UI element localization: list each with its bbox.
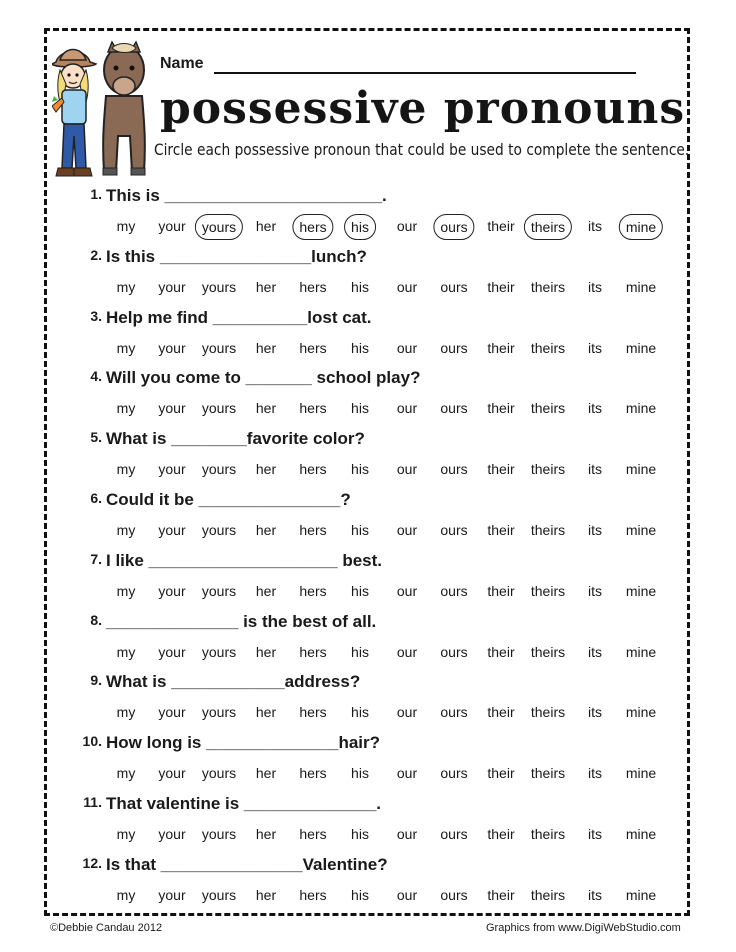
pronoun-choice-yours[interactable]: yours <box>201 886 237 903</box>
pronoun-choice-my[interactable]: my <box>116 461 136 478</box>
pronoun-choice-hers[interactable]: hers <box>299 704 327 721</box>
pronoun-choice-ours[interactable]: ours <box>440 886 468 903</box>
item-number: 7. <box>90 550 102 567</box>
pronoun-choice-theirs[interactable]: theirs <box>530 278 566 295</box>
pronoun-choice-hers[interactable]: hers <box>299 582 327 599</box>
exercise-item <box>72 490 672 550</box>
pronoun-choice-ours[interactable]: ours <box>433 214 474 240</box>
pronoun-choice-theirs[interactable]: theirs <box>530 886 566 903</box>
pronoun-choice-hers[interactable]: hers <box>299 339 327 356</box>
pronoun-choice-theirs[interactable]: theirs <box>530 400 566 417</box>
pronoun-choice-mine[interactable]: mine <box>625 400 657 417</box>
pronoun-choice-theirs[interactable]: theirs <box>524 214 572 240</box>
pronoun-choice-his[interactable]: his <box>351 582 369 599</box>
pronoun-choice-our[interactable]: our <box>396 704 418 721</box>
pronoun-choice-its[interactable]: its <box>588 765 602 782</box>
pronoun-choices <box>72 457 672 483</box>
pronoun-choice-his[interactable]: his <box>351 826 369 842</box>
exercise-item <box>72 551 672 611</box>
pronoun-choice-my[interactable]: my <box>116 826 136 842</box>
pronoun-choice-mine[interactable]: mine <box>625 643 657 660</box>
pronoun-choice-her[interactable]: her <box>255 582 277 599</box>
pronoun-choice-mine[interactable]: mine <box>625 765 657 782</box>
pronoun-choice-mine[interactable]: mine <box>625 522 657 538</box>
exercise-item <box>72 429 672 489</box>
pronoun-choice-my[interactable]: my <box>116 218 136 234</box>
item-sentence: What is ________favorite color? <box>106 429 365 449</box>
pronoun-choice-his[interactable]: his <box>351 400 369 417</box>
exercise-item <box>72 672 672 732</box>
pronoun-choice-my[interactable]: my <box>116 339 136 356</box>
pronoun-choice-mine[interactable]: mine <box>619 214 663 240</box>
pronoun-choice-our[interactable]: our <box>396 886 418 903</box>
item-sentence: Could it be _______________? <box>106 490 351 509</box>
graphics-credit-footer: Graphics from www.DigiWebStudio.com <box>486 922 681 934</box>
pronoun-choice-yours[interactable]: yours <box>201 522 237 538</box>
worksheet-title: possessive pronouns <box>160 83 686 134</box>
pronoun-choice-yours[interactable]: yours <box>201 339 237 356</box>
pronoun-choice-his[interactable]: his <box>351 886 369 903</box>
pronoun-choice-theirs[interactable]: theirs <box>530 643 566 660</box>
pronoun-choices <box>72 396 672 422</box>
pronoun-choice-ours[interactable]: ours <box>440 522 468 538</box>
pronoun-choice-theirs[interactable]: theirs <box>530 522 566 538</box>
pronoun-choices <box>72 579 672 605</box>
pronoun-choice-his[interactable]: his <box>351 704 369 721</box>
pronoun-choice-mine[interactable]: mine <box>625 278 657 295</box>
pronoun-choice-our[interactable]: our <box>396 339 418 356</box>
pronoun-choice-ours[interactable]: ours <box>440 582 468 599</box>
pronoun-choice-yours[interactable]: yours <box>201 643 237 660</box>
pronoun-choice-theirs[interactable]: theirs <box>530 765 566 782</box>
pronoun-choice-her[interactable]: her <box>255 278 277 295</box>
item-number: 4. <box>90 368 102 385</box>
pronoun-choice-my[interactable]: my <box>116 765 136 782</box>
name-field <box>160 52 640 76</box>
pronoun-choice-mine[interactable]: mine <box>625 704 657 721</box>
pronoun-choice-my[interactable]: my <box>116 278 136 295</box>
item-number: 1. <box>90 186 102 202</box>
pronoun-choice-hers[interactable]: hers <box>299 643 327 660</box>
pronoun-choice-her[interactable]: her <box>255 400 277 417</box>
pronoun-choice-your[interactable]: your <box>158 765 186 782</box>
pronoun-choice-her[interactable]: her <box>255 643 277 660</box>
item-number: 12. <box>82 854 102 871</box>
pronoun-choice-their[interactable]: their <box>487 400 515 417</box>
exercise-item <box>72 247 672 307</box>
pronoun-choices <box>72 822 672 848</box>
pronoun-choices <box>72 883 672 909</box>
item-sentence: Is that _______________Valentine? <box>106 854 388 874</box>
pronoun-choice-yours[interactable]: yours <box>201 400 237 417</box>
pronoun-choice-mine[interactable]: mine <box>625 461 657 478</box>
pronoun-choice-theirs[interactable]: theirs <box>530 704 566 721</box>
pronoun-choice-your[interactable]: your <box>158 339 186 356</box>
pronoun-choice-their[interactable]: their <box>487 643 515 660</box>
pronoun-choice-its[interactable]: its <box>588 886 602 903</box>
pronoun-choice-her[interactable]: her <box>255 461 277 478</box>
item-sentence: ______________ is the best of all. <box>106 611 377 631</box>
pronoun-choice-your[interactable]: your <box>158 218 186 234</box>
item-sentence: I like ____________________ best. <box>106 550 383 570</box>
pronoun-choice-hers[interactable]: hers <box>299 400 327 417</box>
pronoun-choice-its[interactable]: its <box>588 522 602 538</box>
pronoun-choice-our[interactable]: our <box>396 765 418 782</box>
pronoun-choice-my[interactable]: my <box>116 886 136 903</box>
pronoun-choice-their[interactable]: their <box>487 278 515 295</box>
pronoun-choice-theirs[interactable]: theirs <box>530 582 566 599</box>
exercise-item <box>72 794 672 854</box>
pronoun-choice-our[interactable]: our <box>396 278 418 295</box>
pronoun-choice-his[interactable]: his <box>344 214 376 240</box>
pronoun-choice-hers[interactable]: hers <box>299 522 327 538</box>
pronoun-choice-mine[interactable]: mine <box>625 339 657 356</box>
pronoun-choice-yours[interactable]: yours <box>201 765 237 782</box>
instructions: Circle each possessive pronoun that could be used to complete the sentence. <box>154 140 690 159</box>
pronoun-choice-their[interactable]: their <box>487 582 515 599</box>
item-number: 2. <box>90 246 102 263</box>
item-number: 6. <box>90 490 102 506</box>
item-sentence: This is _______________________. <box>106 186 387 205</box>
pronoun-choice-her[interactable]: her <box>255 886 277 903</box>
pronoun-choice-their[interactable]: their <box>487 339 515 356</box>
pronoun-choice-their[interactable]: their <box>487 218 515 234</box>
pronoun-choice-ours[interactable]: ours <box>440 826 468 842</box>
pronoun-choice-your[interactable]: your <box>158 582 186 599</box>
pronoun-choice-our[interactable]: our <box>396 826 418 842</box>
pronoun-choice-their[interactable]: their <box>487 522 515 538</box>
item-sentence: Is this ________________lunch? <box>106 246 367 266</box>
pronoun-choice-our[interactable]: our <box>396 218 418 234</box>
pronoun-choice-your[interactable]: your <box>158 461 186 478</box>
pronoun-choice-hers[interactable]: hers <box>299 826 327 842</box>
pronoun-choice-your[interactable]: your <box>158 704 186 721</box>
pronoun-choice-her[interactable]: her <box>255 218 277 234</box>
item-sentence: That valentine is ______________. <box>106 794 382 813</box>
name-label: Name <box>160 55 204 72</box>
pronoun-choice-hers[interactable]: hers <box>299 278 327 295</box>
pronoun-choice-mine[interactable]: mine <box>625 582 657 599</box>
pronoun-choices <box>72 336 672 362</box>
item-number: 10. <box>82 733 102 750</box>
pronoun-choice-his[interactable]: his <box>351 461 369 478</box>
pronoun-choice-your[interactable]: your <box>158 643 186 660</box>
pronoun-choice-hers[interactable]: hers <box>292 214 333 240</box>
pronoun-choice-our[interactable]: our <box>396 582 418 599</box>
pronoun-choice-ours[interactable]: ours <box>440 339 468 356</box>
pronoun-choice-my[interactable]: my <box>116 400 136 417</box>
item-number: 11. <box>83 794 102 810</box>
pronoun-choices <box>72 518 672 544</box>
pronoun-choice-yours[interactable]: yours <box>195 214 243 240</box>
pronoun-choice-ours[interactable]: ours <box>440 643 468 660</box>
cowgirl-and-horse-illustration <box>52 40 156 180</box>
pronoun-choice-mine[interactable]: mine <box>625 826 657 842</box>
pronoun-choice-her[interactable]: her <box>255 826 277 842</box>
pronoun-choices <box>72 640 672 666</box>
pronoun-choice-our[interactable]: our <box>396 643 418 660</box>
pronoun-choice-her[interactable]: her <box>255 339 277 356</box>
item-number: 5. <box>90 429 102 446</box>
item-sentence: How long is ______________hair? <box>106 733 381 753</box>
pronoun-choice-yours[interactable]: yours <box>201 582 237 599</box>
copyright-footer: ©Debbie Candau 2012 <box>50 922 163 934</box>
pronoun-choice-yours[interactable]: yours <box>201 826 237 842</box>
pronoun-choice-your[interactable]: your <box>158 522 186 538</box>
pronoun-choice-ours[interactable]: ours <box>440 765 468 782</box>
pronoun-choice-its[interactable]: its <box>588 704 602 721</box>
pronoun-choice-her[interactable]: her <box>255 704 277 721</box>
pronoun-choice-your[interactable]: your <box>158 278 186 295</box>
item-sentence: Help me find __________lost cat. <box>106 307 372 327</box>
pronoun-choice-their[interactable]: their <box>487 704 515 721</box>
pronoun-choice-its[interactable]: its <box>588 339 602 356</box>
pronoun-choice-its[interactable]: its <box>588 826 602 842</box>
pronoun-choice-yours[interactable]: yours <box>201 704 237 721</box>
pronoun-choice-his[interactable]: his <box>351 339 369 356</box>
exercise-item <box>72 368 672 428</box>
pronoun-choices <box>72 214 672 240</box>
pronoun-choice-theirs[interactable]: theirs <box>530 461 566 478</box>
pronoun-choice-their[interactable]: their <box>487 765 515 782</box>
pronoun-choice-theirs[interactable]: theirs <box>530 826 566 842</box>
item-sentence: What is ____________address? <box>106 672 361 692</box>
pronoun-choice-ours[interactable]: ours <box>440 278 468 295</box>
pronoun-choice-my[interactable]: my <box>116 522 136 538</box>
pronoun-choice-their[interactable]: their <box>487 826 515 842</box>
pronoun-choice-hers[interactable]: hers <box>299 765 327 782</box>
pronoun-choices <box>72 275 672 301</box>
pronoun-choice-hers[interactable]: hers <box>299 461 327 478</box>
exercise-item <box>72 612 672 672</box>
pronoun-choice-theirs[interactable]: theirs <box>530 339 566 356</box>
pronoun-choice-ours[interactable]: ours <box>440 704 468 721</box>
pronoun-choice-his[interactable]: his <box>351 522 369 538</box>
pronoun-choice-my[interactable]: my <box>116 704 136 721</box>
pronoun-choice-our[interactable]: our <box>396 522 418 538</box>
name-write-line[interactable] <box>214 72 636 74</box>
exercise-item <box>72 855 672 915</box>
pronoun-choice-your[interactable]: your <box>158 826 186 842</box>
pronoun-choice-their[interactable]: their <box>487 461 515 478</box>
exercise-item <box>72 308 672 368</box>
pronoun-choice-her[interactable]: her <box>255 765 277 782</box>
pronoun-choice-its[interactable]: its <box>588 582 602 599</box>
item-number: 3. <box>90 307 102 324</box>
pronoun-choice-his[interactable]: his <box>351 278 369 295</box>
pronoun-choice-your[interactable]: your <box>158 400 186 417</box>
pronoun-choice-his[interactable]: his <box>351 765 369 782</box>
pronoun-choice-its[interactable]: its <box>588 461 602 478</box>
pronoun-choice-hers[interactable]: hers <box>299 886 327 903</box>
pronoun-choice-mine[interactable]: mine <box>625 886 657 903</box>
pronoun-choices <box>72 700 672 726</box>
pronoun-choice-its[interactable]: its <box>588 278 602 295</box>
item-sentence: Will you come to _______ school play? <box>106 368 421 388</box>
pronoun-choice-his[interactable]: his <box>351 643 369 660</box>
pronoun-choice-yours[interactable]: yours <box>201 278 237 295</box>
pronoun-choice-ours[interactable]: ours <box>440 461 468 478</box>
pronoun-choice-our[interactable]: our <box>396 400 418 417</box>
exercise-item <box>72 733 672 793</box>
pronoun-choice-ours[interactable]: ours <box>440 400 468 417</box>
pronoun-choice-its[interactable]: its <box>588 218 602 234</box>
exercise-item <box>72 186 672 246</box>
pronoun-choice-her[interactable]: her <box>255 522 277 538</box>
pronoun-choice-my[interactable]: my <box>116 643 136 660</box>
item-number: 9. <box>90 672 102 689</box>
pronoun-choice-its[interactable]: its <box>588 400 602 417</box>
pronoun-choice-our[interactable]: our <box>396 461 418 478</box>
pronoun-choices <box>72 761 672 787</box>
pronoun-choice-their[interactable]: their <box>487 886 515 903</box>
pronoun-choice-my[interactable]: my <box>116 582 136 599</box>
pronoun-choice-your[interactable]: your <box>158 886 186 903</box>
pronoun-choice-yours[interactable]: yours <box>201 461 237 478</box>
pronoun-choice-its[interactable]: its <box>588 643 602 660</box>
item-number: 8. <box>90 611 102 628</box>
